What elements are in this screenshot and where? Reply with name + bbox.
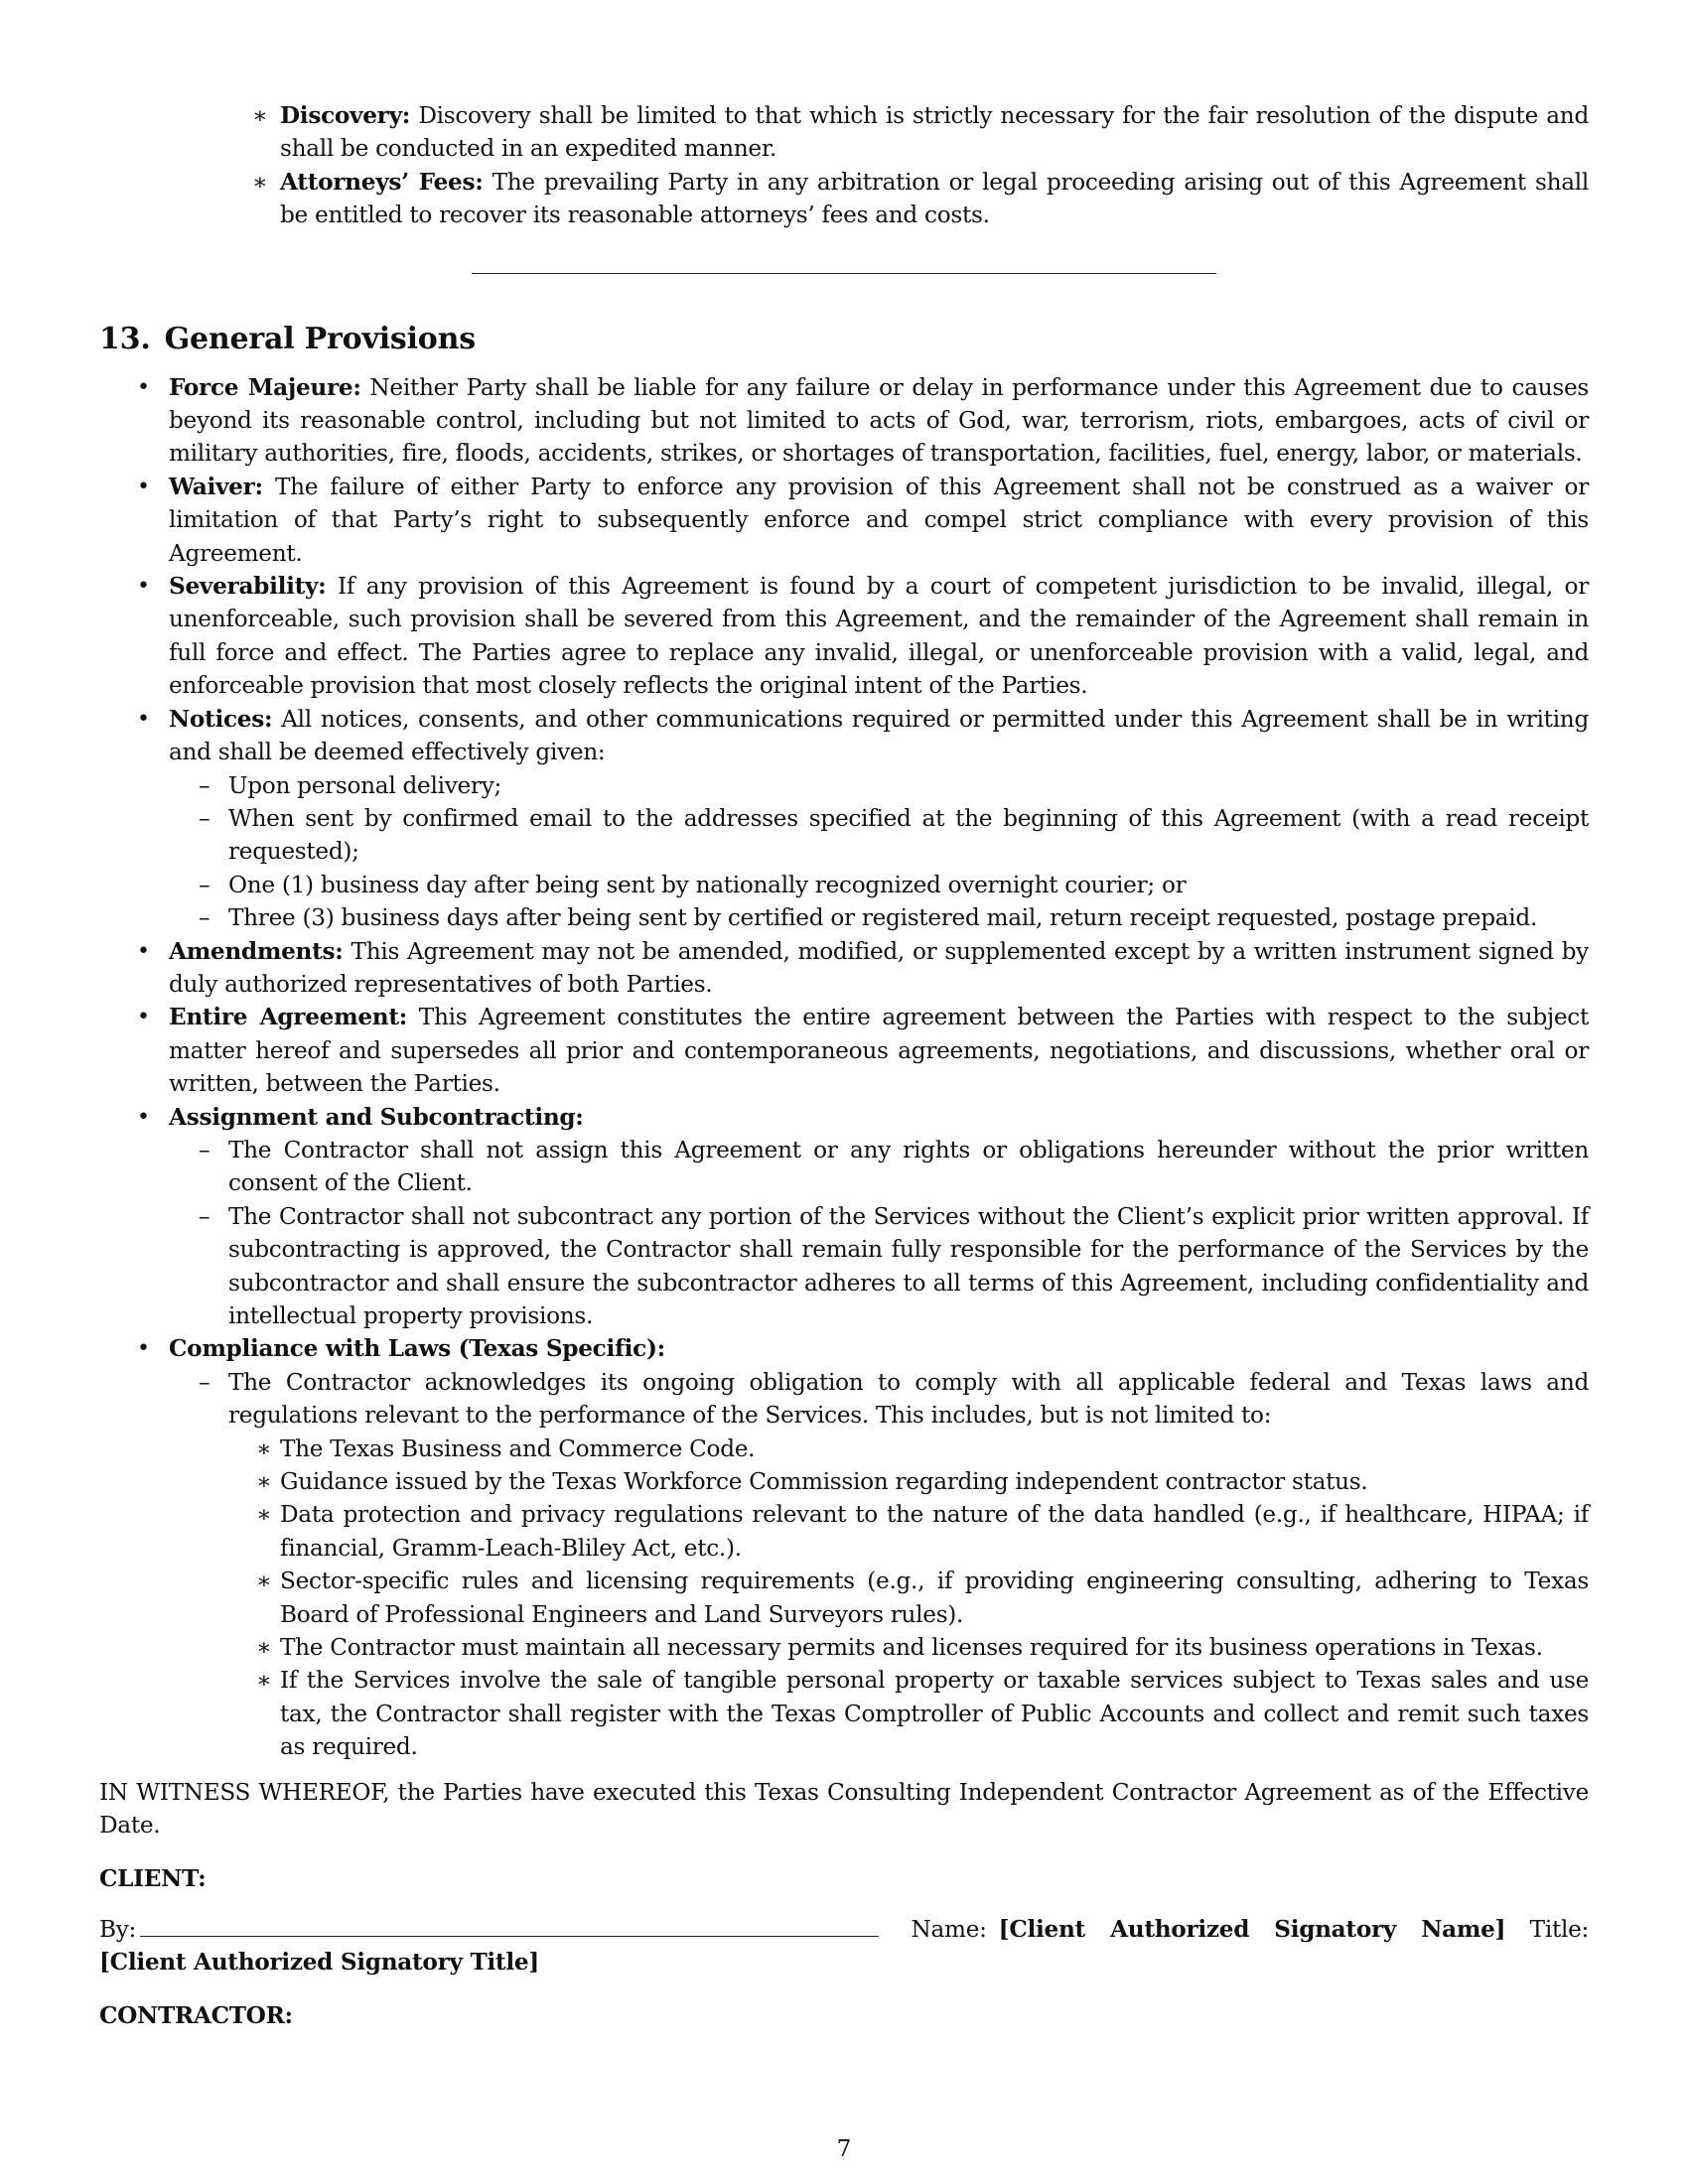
by-label: By: (99, 1915, 137, 1943)
section-divider (472, 273, 1216, 274)
sub-item (169, 769, 1589, 802)
provision-label: Assignment and Subcontracting: (169, 1103, 584, 1131)
sub-item (169, 869, 1589, 901)
item-text: The prevailing Party in any arbitration or legal proceeding arising out of this Agreement shall be entitled to recover its reasonable attorneys’ fees and costs. (280, 168, 1589, 229)
sub-item (169, 1200, 1589, 1333)
signature-line (140, 1914, 879, 1937)
sub-sub-item: ∗ The Contractor must maintain all necessary permits and licenses required for its business operations in Texas. (228, 1631, 1589, 1664)
sub-item (169, 802, 1589, 869)
provision-label: Compliance with Laws (Texas Specific): (169, 1335, 665, 1363)
item-label: Attorneys’ Fees: (280, 168, 484, 196)
witness-clause: IN WITNESS WHEREOF, the Parties have executed this Texas Consulting Independent Contractor Agreement as of the Effective Date. (99, 1778, 1589, 1840)
provision-text: This Agreement constitutes the entire agreement between the Parties with respect to the subject matter hereof and supersedes all prior and contemporaneous agreements, negotiations, and discussions, whether oral or written, between the Parties. (169, 1004, 1589, 1098)
sub-sub-item: ∗ If the Services involve the sale of tangible personal property or taxable services subject to Texas sales and use tax, the Contractor shall register with the Texas Comptroller of Public Accounts and collect and remit such taxes as required. (228, 1664, 1589, 1763)
provision-label: Entire Agreement: (169, 1004, 408, 1031)
provision-text: If any provision of this Agreement is found by a court of competent jurisdiction to be invalid, illegal, or unenforceable, such provision shall be severed from this Agreement, and the remainder of the Agreement shall remain in full force and effect. The Parties agree to replace any invalid, illegal, or unenforceable provision with a valid, legal, and enforceable provision that most closely reflects the original intent of the Parties. (169, 573, 1589, 700)
provision-text: Neither Party shall be liable for any failure or delay in performance under this Agreement due to causes beyond its reasonable control, including but not limited to acts of God, war, terrorism, riots, embargoes, acts of civil or military authorities, fire, floods, accidents, strikes, or shortages of transportation, facilities, fuel, energy, labor, or materials. (169, 373, 1589, 468)
sub-item-text: Three (3) business days after being sent by certified or registered mail, return receipt requested, postage prepaid. (228, 904, 1538, 932)
sub-item (169, 901, 1589, 934)
provision-item (99, 703, 1589, 935)
page-number: 7 (836, 2135, 852, 2162)
provision-item (99, 471, 1589, 570)
item-label: Discovery: (280, 102, 411, 129)
sub-sub-list (228, 1433, 1589, 1764)
list-item (280, 166, 1589, 232)
item-text: Discovery shall be limited to that which is strictly necessary for the fair resolution of the dispute and shall be conducted in an expedited manner. (280, 102, 1589, 163)
sub-list (169, 1134, 1589, 1332)
section-number: 13. (99, 321, 151, 356)
client-heading: CLIENT: (99, 1864, 207, 1892)
contractor-heading: CONTRACTOR: (99, 2001, 293, 2029)
provision-label: Amendments: (169, 937, 344, 965)
sub-item (169, 1134, 1589, 1200)
sub-item-text: The Contractor acknowledges its ongoing obligation to comply with all applicable federal and Texas laws and regulations relevant to the performance of the Services. This includes, but is not limited to: (228, 1368, 1589, 1430)
provision-item (99, 935, 1589, 1002)
section-title: General Provisions (164, 321, 476, 356)
provision-item (99, 371, 1589, 471)
provision-label: Severability: (169, 573, 327, 601)
provision-item (99, 1101, 1589, 1333)
sub-sub-item: ∗ The Texas Business and Commerce Code. (228, 1433, 1589, 1465)
sub-item-text: Upon personal delivery; (228, 771, 502, 799)
list-item (280, 99, 1589, 166)
signatory-title: [Client Authorized Signatory Title] (99, 1949, 539, 1977)
section-heading (99, 320, 1589, 359)
provision-item (99, 1001, 1589, 1100)
provision-text: This Agreement may not be amended, modified, or supplemented except by a written instrument signed by duly authorized representatives of both Parties. (169, 937, 1589, 998)
provision-item (99, 1332, 1589, 1763)
sub-item-text: The Contractor shall not subcontract any portion of the Services without the Client’s explicit prior written approval. If subcontracting is approved, the Contractor shall remain fully responsible for the performance of the Services by the subcontractor and shall ensure the subcontractor adheres to all terms of this Agreement, including confidentiality and intellectual property provisions. (228, 1202, 1589, 1329)
sub-sub-item: ∗ Guidance issued by the Texas Workforce Commission regarding independent contractor status. (228, 1465, 1589, 1498)
provision-text: All notices, consents, and other communications required or permitted under this Agreement shall be in writing and shall be deemed effectively given: (169, 705, 1589, 766)
provision-label: Notices: (169, 705, 273, 733)
sub-list (169, 769, 1589, 935)
provision-item (99, 570, 1589, 703)
sub-sub-item: ∗ Sector-specific rules and licensing requirements (e.g., if providing engineering consulting, adhering to Texas Board of Professional Engineers and Land Surveyors rules). (228, 1565, 1589, 1631)
sub-item-text: When sent by confirmed email to the addresses specified at the beginning of this Agreement (with a read receipt requested); (228, 804, 1589, 866)
provisions-list (99, 371, 1589, 1764)
name-label: Name: (911, 1915, 987, 1943)
title-label: Title: (1529, 1915, 1590, 1943)
sub-item-text: One (1) business day after being sent by nationally recognized overnight courier; or (228, 871, 1187, 898)
continued-list (99, 99, 1589, 232)
signatory-name: [Client Authorized Signatory Name] (998, 1915, 1506, 1943)
sub-list (169, 1366, 1589, 1764)
provision-label: Force Majeure: (169, 373, 361, 401)
sub-item-text: The Contractor shall not assign this Agreement or any rights or obligations hereunder without the prior written consent of the Client. (228, 1136, 1589, 1197)
provision-label: Waiver: (169, 473, 263, 500)
sub-sub-item: ∗ Data protection and privacy regulations relevant to the nature of the data handled (e.g., if healthcare, HIPAA; if financial, Gramm-Leach-Bliley Act, etc.). (228, 1498, 1589, 1565)
sub-item (169, 1366, 1589, 1764)
client-signature-block (99, 1913, 1589, 1979)
document-page (99, 99, 1589, 2032)
provision-text: The failure of either Party to enforce any provision of this Agreement shall not be construed as a waiver or limitation of that Party’s right to subsequently enforce and compel strict compliance with every provision of this Agreement. (169, 473, 1589, 567)
